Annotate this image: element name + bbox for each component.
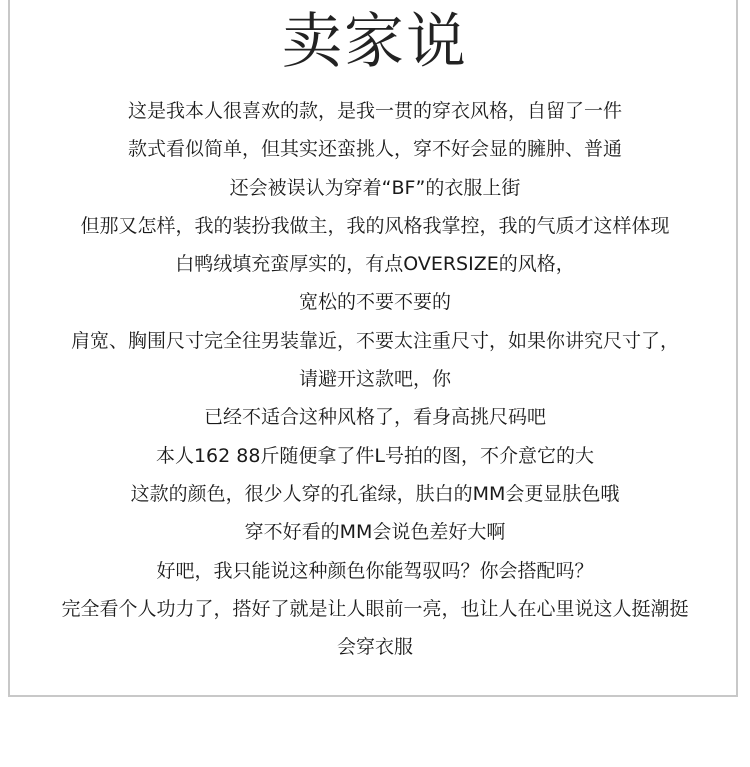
text-line: 请避开这款吧，你: [298, 368, 451, 391]
text-line: 穿不好看的MM会说色差好大啊: [244, 521, 506, 544]
text-line: 本人162 88斤随便拿了件L号拍的图，不介意它的大: [155, 444, 595, 467]
text-line: 宽松的不要不要的: [298, 291, 451, 314]
description-text: [0, 92, 750, 666]
text-line: 款式看似简单，但其实还蛮挑人，穿不好会显的臃肿、普通: [127, 138, 622, 161]
text-line: 还会被误认为穿着“BF”的衣服上街: [229, 176, 521, 199]
page-title: 卖家说: [282, 7, 468, 77]
text-line: 已经不适合这种风格了，看身高挑尺码吧: [203, 406, 546, 429]
text-line: 但那又怎样，我的装扮我做主，我的风格我掌控，我的气质才这样体现: [80, 214, 670, 237]
text-line: 白鸭绒填充蛮厚实的，有点OVERSIZE的风格，: [175, 253, 575, 276]
text-line: 这款的颜色，很少人穿的孔雀绿，肤白的MM会更显肤色哦: [130, 482, 620, 505]
text-line: 这是我本人很喜欢的款，是我一贯的穿衣风格，自留了一件: [127, 100, 622, 122]
text-line: 好吧，我只能说这种颜色你能驾驭吗？你会搭配吗？: [156, 559, 594, 582]
text-line: 肩宽、胸围尺寸完全往男装靠近，不要太注重尺寸，如果你讲究尺寸了，: [70, 329, 679, 352]
text-line: 会穿衣服: [336, 636, 413, 659]
text-line: 完全看个人功力了，搭好了就是让人眼前一亮，也让人在心里说这人挺潮挺: [61, 597, 689, 620]
